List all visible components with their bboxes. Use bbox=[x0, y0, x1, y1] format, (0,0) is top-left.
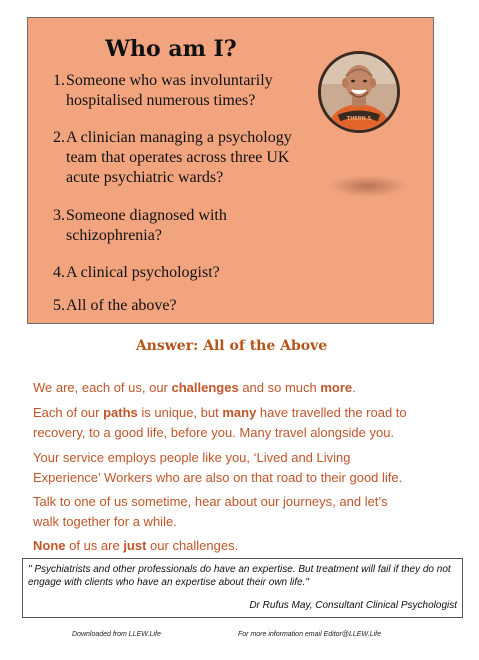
question-number: 3. bbox=[53, 207, 65, 224]
shirt-text: THERN S bbox=[346, 116, 372, 122]
text-run: Experience’ Workers who are also on that road to their good life. bbox=[33, 470, 403, 485]
question-line: A clinician managing a psychology bbox=[66, 129, 292, 146]
quote-attribution: Dr Rufus May, Consultant Clinical Psychologist bbox=[249, 600, 457, 611]
question-number: 5. bbox=[53, 297, 65, 314]
paragraph-challenges bbox=[33, 378, 453, 398]
bold-run: challenges bbox=[171, 380, 239, 395]
text-run: Each of our bbox=[33, 405, 104, 420]
quote-text: " Psychiatrists and other professionals do have an expertise. But treatment will fail if they do not engage with clients who have an expertise about their own life." bbox=[28, 564, 451, 588]
question-line: Someone diagnosed with bbox=[66, 207, 227, 224]
question-line: acute psychiatric wards? bbox=[66, 169, 224, 186]
bold-run: paths bbox=[103, 405, 138, 420]
quiz-box bbox=[27, 17, 434, 324]
person-portrait-icon bbox=[321, 54, 397, 130]
question-number: 2. bbox=[53, 129, 65, 146]
quiz-title: Who am I? bbox=[105, 36, 237, 62]
footer-contact: For more information email Editor@LLEW.Life bbox=[238, 631, 382, 638]
question-number: 1. bbox=[53, 72, 65, 89]
text-run: of us are bbox=[65, 538, 124, 553]
question-line: team that operates across three UK bbox=[66, 149, 290, 166]
bold-run: more bbox=[320, 380, 353, 395]
text-run: We are, each of us, our bbox=[33, 380, 172, 395]
question-number: 4. bbox=[53, 264, 65, 281]
question-line: schizophrenia? bbox=[66, 227, 162, 244]
bold-run: just bbox=[123, 538, 147, 553]
paragraph-talk bbox=[33, 492, 453, 532]
photo-shadow bbox=[328, 175, 408, 197]
text-run: recovery, to a good life, before you. Many travel alongside you. bbox=[33, 425, 395, 440]
footer-download: Downloaded from LLEW.Life bbox=[72, 631, 161, 638]
text-run: and so much bbox=[238, 380, 321, 395]
text-run: Talk to one of us sometime, hear about our journeys, and let’s bbox=[33, 494, 388, 509]
answer-heading: Answer: All of the Above bbox=[135, 338, 328, 354]
paragraph-paths bbox=[33, 403, 453, 443]
question-line: Someone who was involuntarily bbox=[66, 72, 273, 89]
bold-run: None bbox=[33, 538, 66, 553]
quote-box bbox=[22, 558, 463, 618]
text-run: our challenges. bbox=[146, 538, 239, 553]
bold-run: many bbox=[222, 405, 257, 420]
text-run: walk together for a while. bbox=[33, 514, 177, 529]
question-line: hospitalised numerous times? bbox=[66, 92, 256, 109]
text-run: have travelled the road to bbox=[256, 405, 407, 420]
paragraph-none bbox=[33, 536, 453, 556]
question-line: All of the above? bbox=[66, 297, 177, 314]
paragraph-service bbox=[33, 448, 453, 488]
text-run: . bbox=[352, 380, 356, 395]
text-run: Your service employs people like you, ‘Lived and Living bbox=[33, 450, 351, 465]
text-run: is unique, but bbox=[137, 405, 223, 420]
profile-photo bbox=[318, 51, 400, 133]
question-line: A clinical psychologist? bbox=[66, 264, 220, 281]
